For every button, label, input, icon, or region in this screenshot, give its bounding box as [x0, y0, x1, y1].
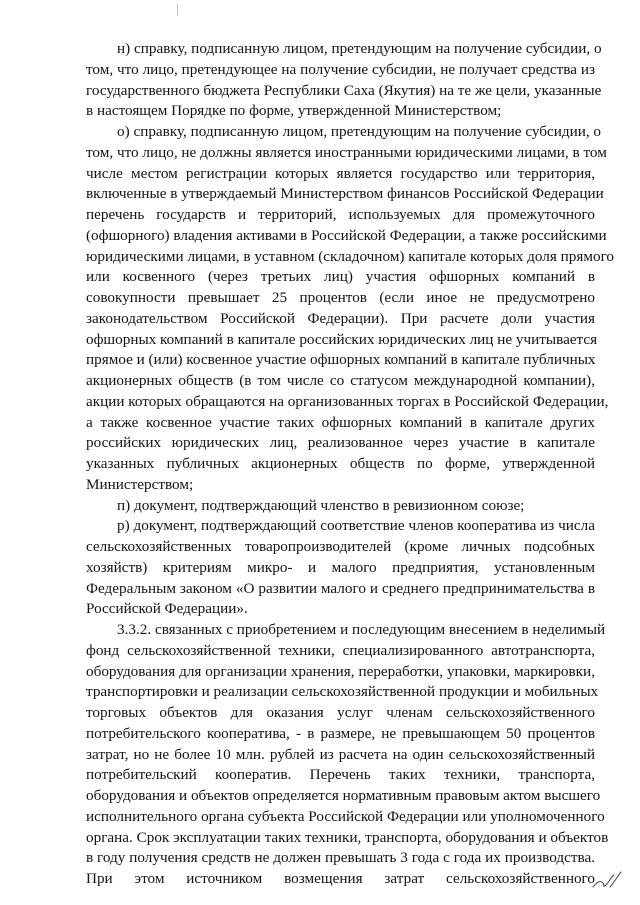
text-line: фонд сельскохозяйственной техники, специализированного автотранспорта, — [86, 641, 595, 659]
handwritten-mark — [590, 868, 624, 892]
text-line: торговых объектов для оказания услуг членам сельскохозяйственного — [86, 704, 595, 721]
text-line: прямое и (или) косвенное участие офшорных компаний в капитале публичных — [86, 351, 596, 369]
text-line: а также косвенное участие таких офшорных компаний в капитале других — [86, 413, 595, 431]
text-line: том, что лицо, не должны является иностранными юридическими лицами, в том — [86, 143, 607, 161]
text-line: н) справку, подписанную лицом, претендующим на получение субсидии, о — [117, 40, 602, 57]
text-line: российских юридических лиц, реализованное через участие в капитале — [86, 434, 595, 452]
text-line: Российской Федерации». — [86, 600, 248, 618]
text-line: Федеральным законом «О развитии малого и среднего предпринимательства в — [86, 579, 595, 597]
text-line: потребительский кооператив. Перечень таких техники, транспорта, — [86, 766, 595, 784]
text-line: 3.3.2. связанных с приобретением и последующим внесением в неделимый — [117, 621, 606, 638]
text-line: офшорных компаний в капитале российских юридических лиц не учитывается — [86, 330, 598, 348]
text-line: п) документ, подтверждающий членство в ревизионном союзе; — [117, 496, 525, 514]
text-line: в году получения средств не должен превышать 3 года с года их производства. — [86, 849, 595, 867]
text-line: числе местом регистрации которых является государство или территория, — [86, 164, 595, 182]
text-line: совокупности превышает 25 процентов (если иное не предусмотрено — [86, 289, 595, 306]
text-line: акции которых обращаются на организованных торгах в Российской Федерации, — [86, 392, 609, 410]
text-line: законодательством Российской Федерации). При расчете доли участия — [86, 309, 595, 327]
text-line: оборудования и объектов определяется нормативным правовым актом высшего — [86, 787, 601, 804]
text-line: Министерством; — [86, 475, 194, 493]
text-line: сельскохозяйственных товаропроизводителей (кроме личных подсобных — [86, 538, 595, 555]
text-line: юридическими лицами, в уставном (складочном) капитале которых доля прямого — [86, 247, 615, 265]
text-line: хозяйств) критериям микро- и малого предприятия, установленным — [86, 558, 595, 576]
text-line: потребительского кооператива, - в размере, не превышающем 50 процентов — [86, 724, 595, 742]
text-line: оборудования для организации хранения, переработки, упаковки, маркировки, — [86, 662, 595, 680]
text-line: затрат, но не более 10 млн. рублей из расчета на один сельскохозяйственный — [86, 745, 595, 763]
text-line: органа. Срок эксплуатации таких техники, транспорта, оборудования и объектов — [86, 828, 609, 846]
text-line: том, что лицо, претендующее на получение субсидии, не получает средства из — [86, 60, 595, 78]
text-line: При этом источником возмещения затрат сельскохозяйственного — [86, 870, 595, 887]
text-line: акционерных обществ (в том числе со статусом международной компании), — [86, 372, 595, 389]
text-line: перечень государств и территорий, используемых для промежуточного — [86, 206, 595, 223]
text-line: транспортировки и реализации сельскохозяйственной продукции и мобильных — [86, 683, 599, 701]
text-line: включенные в утверждаемый Министерством финансов Российской Федерации — [86, 185, 604, 203]
text-line: или косвенного (через третьих лиц) участия офшорных компаний в — [86, 268, 595, 286]
text-line: указанных публичных акционерных обществ по форме, утвержденной — [86, 455, 595, 472]
text-line: государственного бюджета Республики Саха (Якутия) на те же цели, указанные — [86, 81, 602, 99]
text-line: (офшорного) владения активами в Российской Федерации, а также российскими — [86, 226, 607, 244]
text-line: о) справку, подписанную лицом, претендующим на получение субсидии, о — [117, 123, 602, 140]
text-line: исполнительного органа субъекта Российской Федерации или уполномоченного — [86, 807, 605, 825]
text-line: в настоящем Порядке по форме, утвержденной Министерством; — [86, 102, 502, 120]
text-line: р) документ, подтверждающий соответствие членов кооператива из числа — [117, 517, 595, 535]
